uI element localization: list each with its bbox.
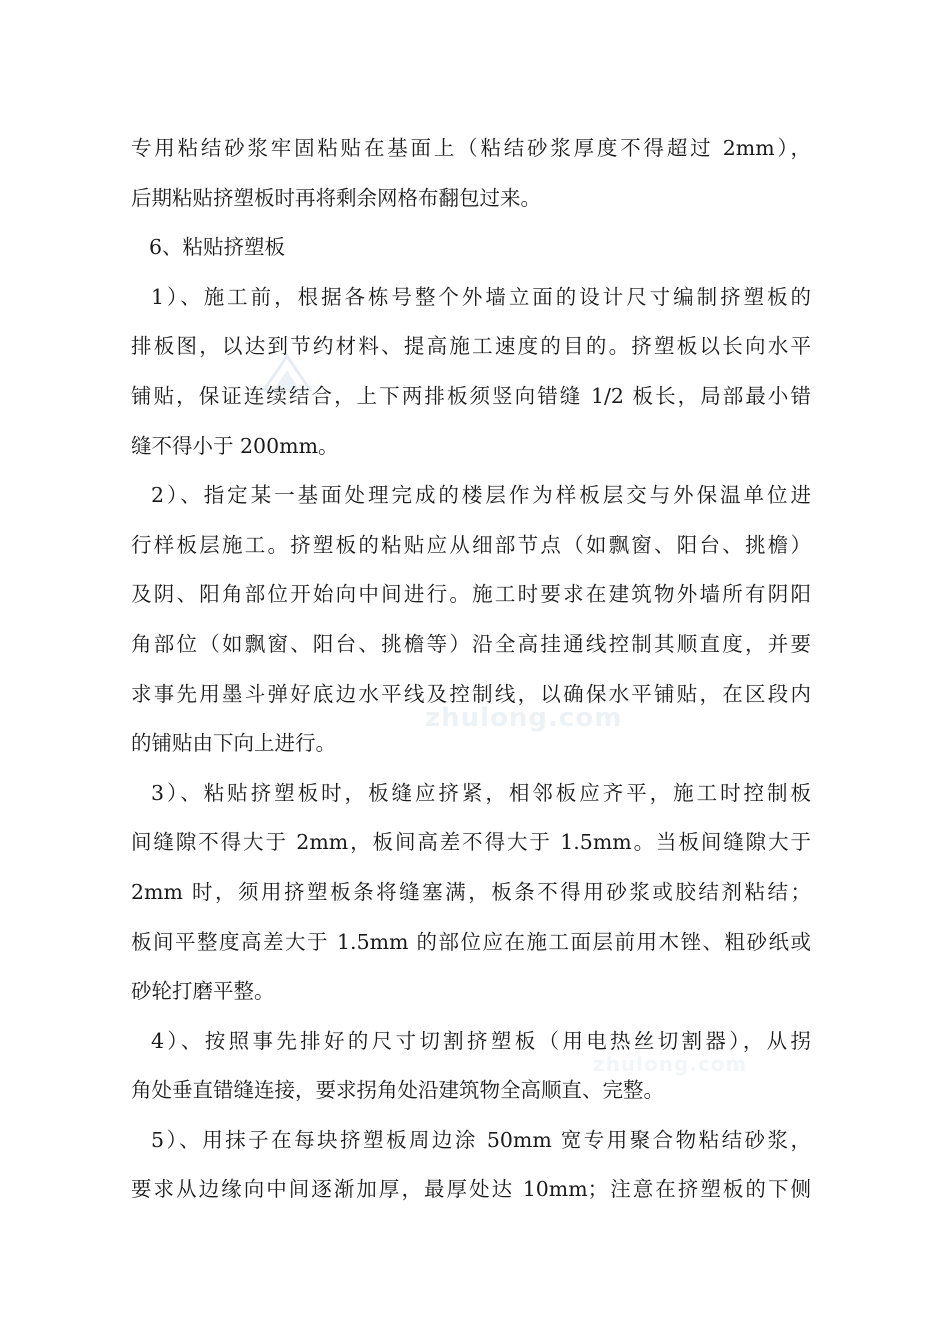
paragraph-line: 求事先用墨斗弹好底边水平线及控制线，以确保水平铺贴，在区段内 xyxy=(131,681,811,706)
paragraph-line: 专用粘结砂浆牢固粘贴在基面上（粘结砂浆厚度不得超过 2mm）， xyxy=(131,136,811,160)
paragraph-line: 铺贴，保证连续结合，上下两排板须竖向错缝 1/2 板长，局部最小错 xyxy=(131,383,811,408)
paragraph-line: 4）、按照事先排好的尺寸切割挤塑板（用电热丝切割器），从拐 xyxy=(151,1028,811,1053)
paragraph-line: 间缝隙不得大于 2mm，板间高差不得大于 1.5mm。当板间缝隙大于 xyxy=(131,830,811,855)
paragraph-line: 1）、施工前，根据各栋号整个外墙立面的设计尺寸编制挤塑板的 xyxy=(151,284,811,309)
paragraph-line: 后期粘贴挤塑板时再将剩余网格布翻包过来。 xyxy=(131,185,541,210)
paragraph-line: 5）、用抹子在每块挤塑板周边涂 50mm 宽专用聚合物粘结砂浆， xyxy=(151,1127,811,1152)
paragraph-line: 的铺贴由下向上进行。 xyxy=(131,731,336,756)
paragraph-line: 2mm 时，须用挤塑板条将缝塞满，板条不得用砂浆或胶结剂粘结； xyxy=(131,879,811,904)
paragraph-line: 2）、指定某一基面处理完成的楼层作为样板层交与外保温单位进 xyxy=(151,483,811,508)
paragraph-line: 排板图，以达到节约材料、提高施工速度的目的。挤塑板以长向水平 xyxy=(131,334,811,359)
section-heading: 6、粘贴挤塑板 xyxy=(149,235,286,260)
watermark-text-lower: zhulong.com xyxy=(593,1052,748,1076)
paragraph-line: 板间平整度高差大于 1.5mm 的部位应在施工面层前用木锉、粗砂纸或 xyxy=(131,929,811,954)
watermark-text-center: zhulong.com xyxy=(425,703,623,733)
paragraph-line: 缝不得小于 200mm。 xyxy=(131,433,339,458)
paragraph-line: 角部位（如飘窗、阳台、挑檐等）沿全高挂通线控制其顺直度，并要 xyxy=(131,631,811,656)
paragraph-line: 要求从边缘向中间逐渐加厚，最厚处达 10mm；注意在挤塑板的下侧 xyxy=(131,1177,811,1202)
paragraph-line: 3）、粘贴挤塑板时，板缝应挤紧，相邻板应齐平，施工时控制板 xyxy=(151,780,811,805)
paragraph-line: 行样板层施工。挤塑板的粘贴应从细部节点（如飘窗、阳台、挑檐） xyxy=(131,532,811,557)
paragraph-line: 砂轮打磨平整。 xyxy=(131,979,275,1004)
body-text xyxy=(131,124,811,1215)
paragraph-line: 及阴、阳角部位开始向中间进行。施工时要求在建筑物外墙所有阴阳 xyxy=(131,582,811,607)
paragraph-line: 角处垂直错缝连接，要求拐角处沿建筑物全高顺直、完整。 xyxy=(131,1078,664,1103)
